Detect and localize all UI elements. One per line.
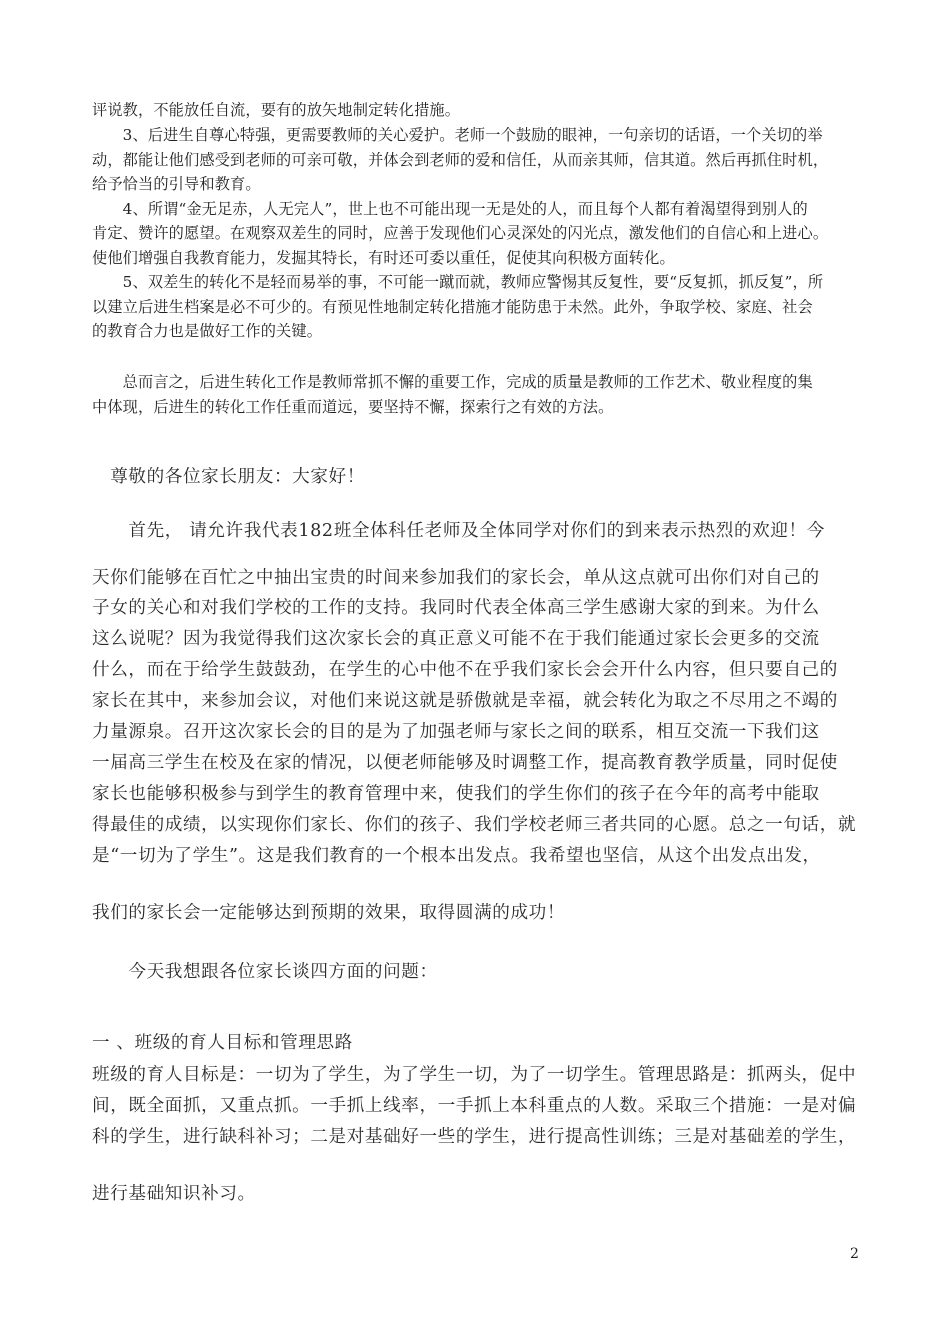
paragraph-line: 肯定、赞许的愿望。在观察双差生的同时，应善于发现他们心灵深处的闪光点，激发他们的自信心和上进心。 bbox=[92, 224, 829, 242]
speech-line: 子女的关心和对我们学校的工作的支持。我同时代表全体高三学生感谢大家的到来。为什么 bbox=[92, 598, 820, 618]
speech-line: 是“一切为了学生”。这是我们教育的一个根本出发点。我希望也坚信，从这个出发点出发， bbox=[92, 846, 821, 866]
speech-line: 首先， 请允许我代表182班全体科任老师及全体同学对你们的到来表示热烈的欢迎！今 bbox=[92, 521, 825, 541]
paragraph-line: 的教育合力也是做好工作的关键。 bbox=[92, 322, 323, 340]
page-number: 2 bbox=[850, 1246, 859, 1262]
speech-line: 什么，而在于给学生鼓鼓劲，在学生的心中他不在乎我们家长会会开什么内容，但只要自己的 bbox=[92, 660, 838, 680]
closing-line: 我们的家长会一定能够达到预期的效果，取得圆满的成功！ bbox=[92, 903, 566, 923]
speech-line: 天你们能够在百忙之中抽出宝贵的时间来参加我们的家长会，单从这点就可出你们对自己的 bbox=[92, 568, 820, 588]
body-line: 进行基础知识补习。 bbox=[92, 1184, 256, 1204]
paragraph-line: 评说教，不能放任自流，要有的放矢地制定转化措施。 bbox=[92, 101, 461, 119]
speech-line: 家长也能够积极参与到学生的教育管理中来，使我们的学生你们的孩子在今年的高考中能取 bbox=[92, 784, 820, 804]
paragraph-line: 动，都能让他们感受到老师的可亲可敬，并体会到老师的爱和信任，从而亲其师，信其道。然后再抓住时机， bbox=[92, 151, 829, 169]
topics-intro: 今天我想跟各位家长谈四方面的问题： bbox=[92, 962, 438, 982]
speech-line: 家长在其中，来参加会议，对他们来说这就是骄傲就是幸福，就会转化为取之不尽用之不竭的 bbox=[92, 691, 838, 711]
paragraph-line: 5、双差生的转化不是轻而易举的事，不可能一蹴而就，教师应警惕其反复性，要“反复抓，抓反复”，所 bbox=[92, 273, 824, 291]
speech-line: 这么说呢？因为我觉得我们这次家长会的真正意义可能不在于我们能通过家长会更多的交流 bbox=[92, 629, 820, 649]
speech-line: 力量源泉。召开这次家长会的目的是为了加强老师与家长之间的联系，相互交流一下我们这 bbox=[92, 722, 820, 742]
paragraph-line: 以建立后进生档案是必不可少的。有预见性地制定转化措施才能防患于未然。此外，争取学校、家庭、社会 bbox=[92, 298, 813, 316]
body-line: 科的学生，进行缺科补习；二是对基础好一些的学生，进行提高性训练；三是对基础差的学生， bbox=[92, 1127, 857, 1147]
summary-line: 总而言之，后进生转化工作是教师常抓不懈的重要工作，完成的质量是教师的工作艺术、敬业程度的集 bbox=[92, 373, 813, 391]
body-line: 班级的育人目标是：一切为了学生，为了学生一切，为了一切学生。管理思路是：抓两头，促中 bbox=[92, 1065, 857, 1085]
section-heading: 一 、班级的育人目标和管理思路 bbox=[92, 1033, 353, 1053]
paragraph-line: 4、所谓“金无足赤，人无完人”，世上也不可能出现一无是处的人，而且每个人都有着渴望得到别人的 bbox=[92, 200, 808, 218]
speech-line: 得最佳的成绩，以实现你们家长、你们的孩子、我们学校老师三者共同的心愿。总之一句话，就 bbox=[92, 815, 857, 835]
paragraph-line: 给予恰当的引导和教育。 bbox=[92, 175, 261, 193]
speech-line: 一届高三学生在校及在家的情况，以便老师能够及时调整工作，提高教育教学质量，同时促使 bbox=[92, 753, 838, 773]
body-line: 间，既全面抓，又重点抓。一手抓上线率，一手抓上本科重点的人数。采取三个措施：一是对偏 bbox=[92, 1096, 857, 1116]
paragraph-line: 使他们增强自我教育能力，发掘其特长，有时还可委以重任，促使其向积极方面转化。 bbox=[92, 249, 675, 267]
greeting: 尊敬的各位家长朋友：大家好！ bbox=[92, 467, 365, 487]
summary-line: 中体现，后进生的转化工作任重而道远，要坚持不懈，探索行之有效的方法。 bbox=[92, 398, 614, 416]
paragraph-line: 3、后进生自尊心特强，更需要教师的关心爱护。老师一个鼓励的眼神，一句亲切的话语，一个关切的举 bbox=[92, 126, 823, 144]
